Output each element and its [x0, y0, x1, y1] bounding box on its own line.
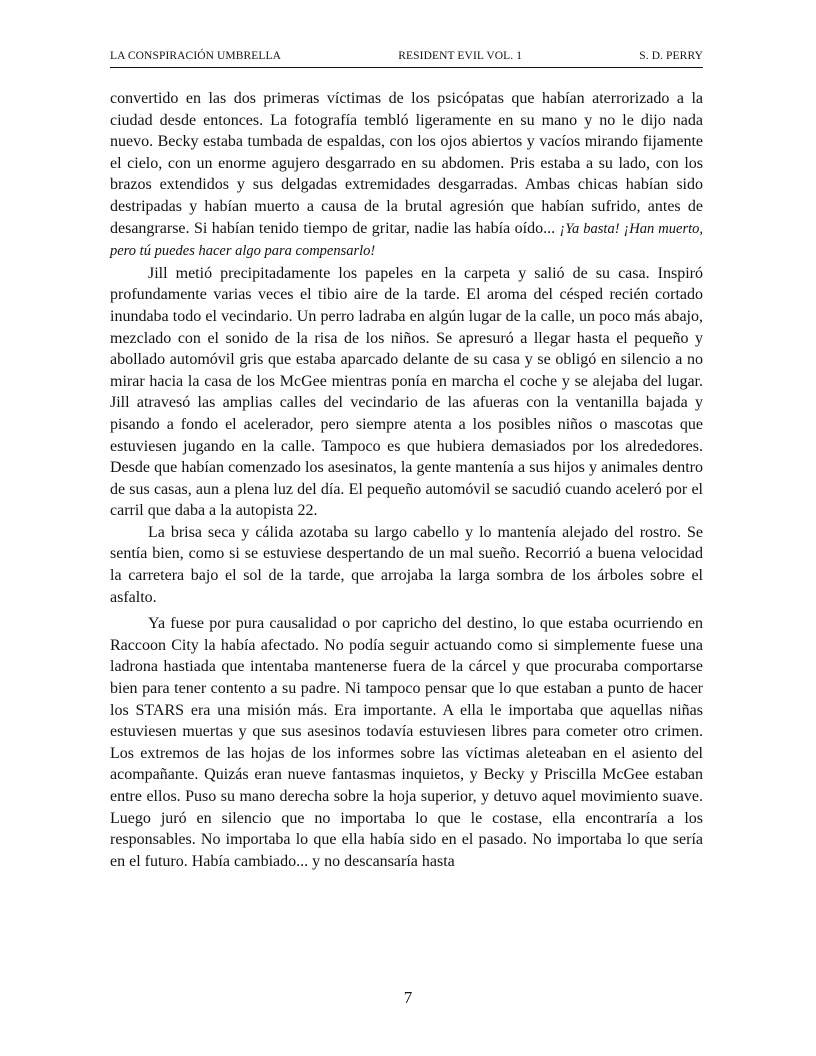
- header-author: S. D. PERRY: [639, 50, 703, 62]
- paragraph-1: [110, 88, 703, 263]
- header-series-title: RESIDENT EVIL VOL. 1: [398, 50, 523, 62]
- paragraph-1-text: convertido en las dos primeras víctimas de los psicópatas que habían aterrorizado a la ciudad desde entonces. La fotografía tembló ligeramente en su mano y no le dijo nada nuevo. Becky estaba tumbada de espaldas, con los ojos abiertos y vacíos mirando fijamente el cielo, con un enorme agujero desgarrado en su abdomen. Pris estaba a su lado, con los brazos extendidos y sus delgadas extremidades desgarradas. Ambas chicas habían sido destripadas y habían muerto a causa de la brutal agresión que habían sufrido, antes de desangrarse. Si habían tenido tiempo de gritar, nadie las había oído...: [110, 90, 703, 237]
- header-rule: [110, 67, 703, 68]
- paragraph-2: Jill metió precipitadamente los papeles en la carpeta y salió de su casa. Inspiró profundamente varias veces el tibio aire de la tarde. El aroma del césped recién cortado inundaba todo el vecindario. Un perro ladraba en algún lugar de la calle, un poco más abajo, mezclado con el sonido de la risa de los niños. Se apresuró a llegar hasta el pequeño y abollado automóvil gris que estaba aparcado delante de su casa y se obligó en silencio a no mirar hacia la casa de los McGee mientras ponía en marcha el coche y se alejaba del lugar. Jill atravesó las amplias calles del vecindario de las afueras con la ventanilla bajada y pisando a fondo el acelerador, pero siempre atenta a los posibles niños o mascotas que estuviesen jugando en la calle. Tampoco es que hubiera demasiados por los alrededores. Desde que habían comenzado los asesinatos, la gente mantenía a sus hijos y animales dentro de sus casas, aun a plena luz del día. El pequeño automóvil se sacudió cuando aceleró por el carril que daba a la autopista 22.: [110, 264, 703, 520]
- paragraph-1-italic-thought: ¡Ya basta! ¡Han muerto, pero tú puedes hacer algo para compensarlo!: [110, 220, 703, 260]
- header-book-title: LA CONSPIRACIÓN UMBRELLA: [110, 50, 282, 62]
- paragraph-4: Ya fuese por pura causalidad o por capricho del destino, lo que estaba ocurriendo en Raccoon City la había afectado. No podía seguir actuando como si simplemente fuese una ladrona hastiada que intentaba mantenerse fuera de la cárcel y que procuraba comportarse bien para tener contento a su padre. Ni tampoco pensar que lo que estaban a punto de hacer los STARS era una misión más. Era importante. A ella le importaba que aquellas niñas estuviesen muertas y que sus asesinos todavía estuviesen libres para cometer otro crimen. Los extremos de las hojas de los informes sobre las víctimas aleteaban en el asiento del acompañante. Quizás eran nueve fantasmas inquietos, y Becky y Priscilla McGee estaban entre ellos. Puso su mano derecha sobre la hoja superior, y detuvo aquel movimiento suave. Luego juró en silencio que no importaba lo que le costase, ella encontraría a los responsables. No importaba lo que ella había sido en el pasado. No importaba lo que sería en el futuro. Había cambiado... y no descansaría hasta: [110, 615, 703, 870]
- page-body: [110, 88, 703, 872]
- running-header: [110, 50, 703, 62]
- paragraph-3: La brisa seca y cálida azotaba su largo cabello y lo mantenía alejado del rostro. Se sentía bien, como si se estuviese despertando de un mal sueño. Recorrió a buena velocidad la carretera bajo el sol de la tarde, que arrojaba la larga sombra de los árboles sobre el asfalto.: [110, 523, 703, 606]
- page-number: 7: [403, 988, 413, 1007]
